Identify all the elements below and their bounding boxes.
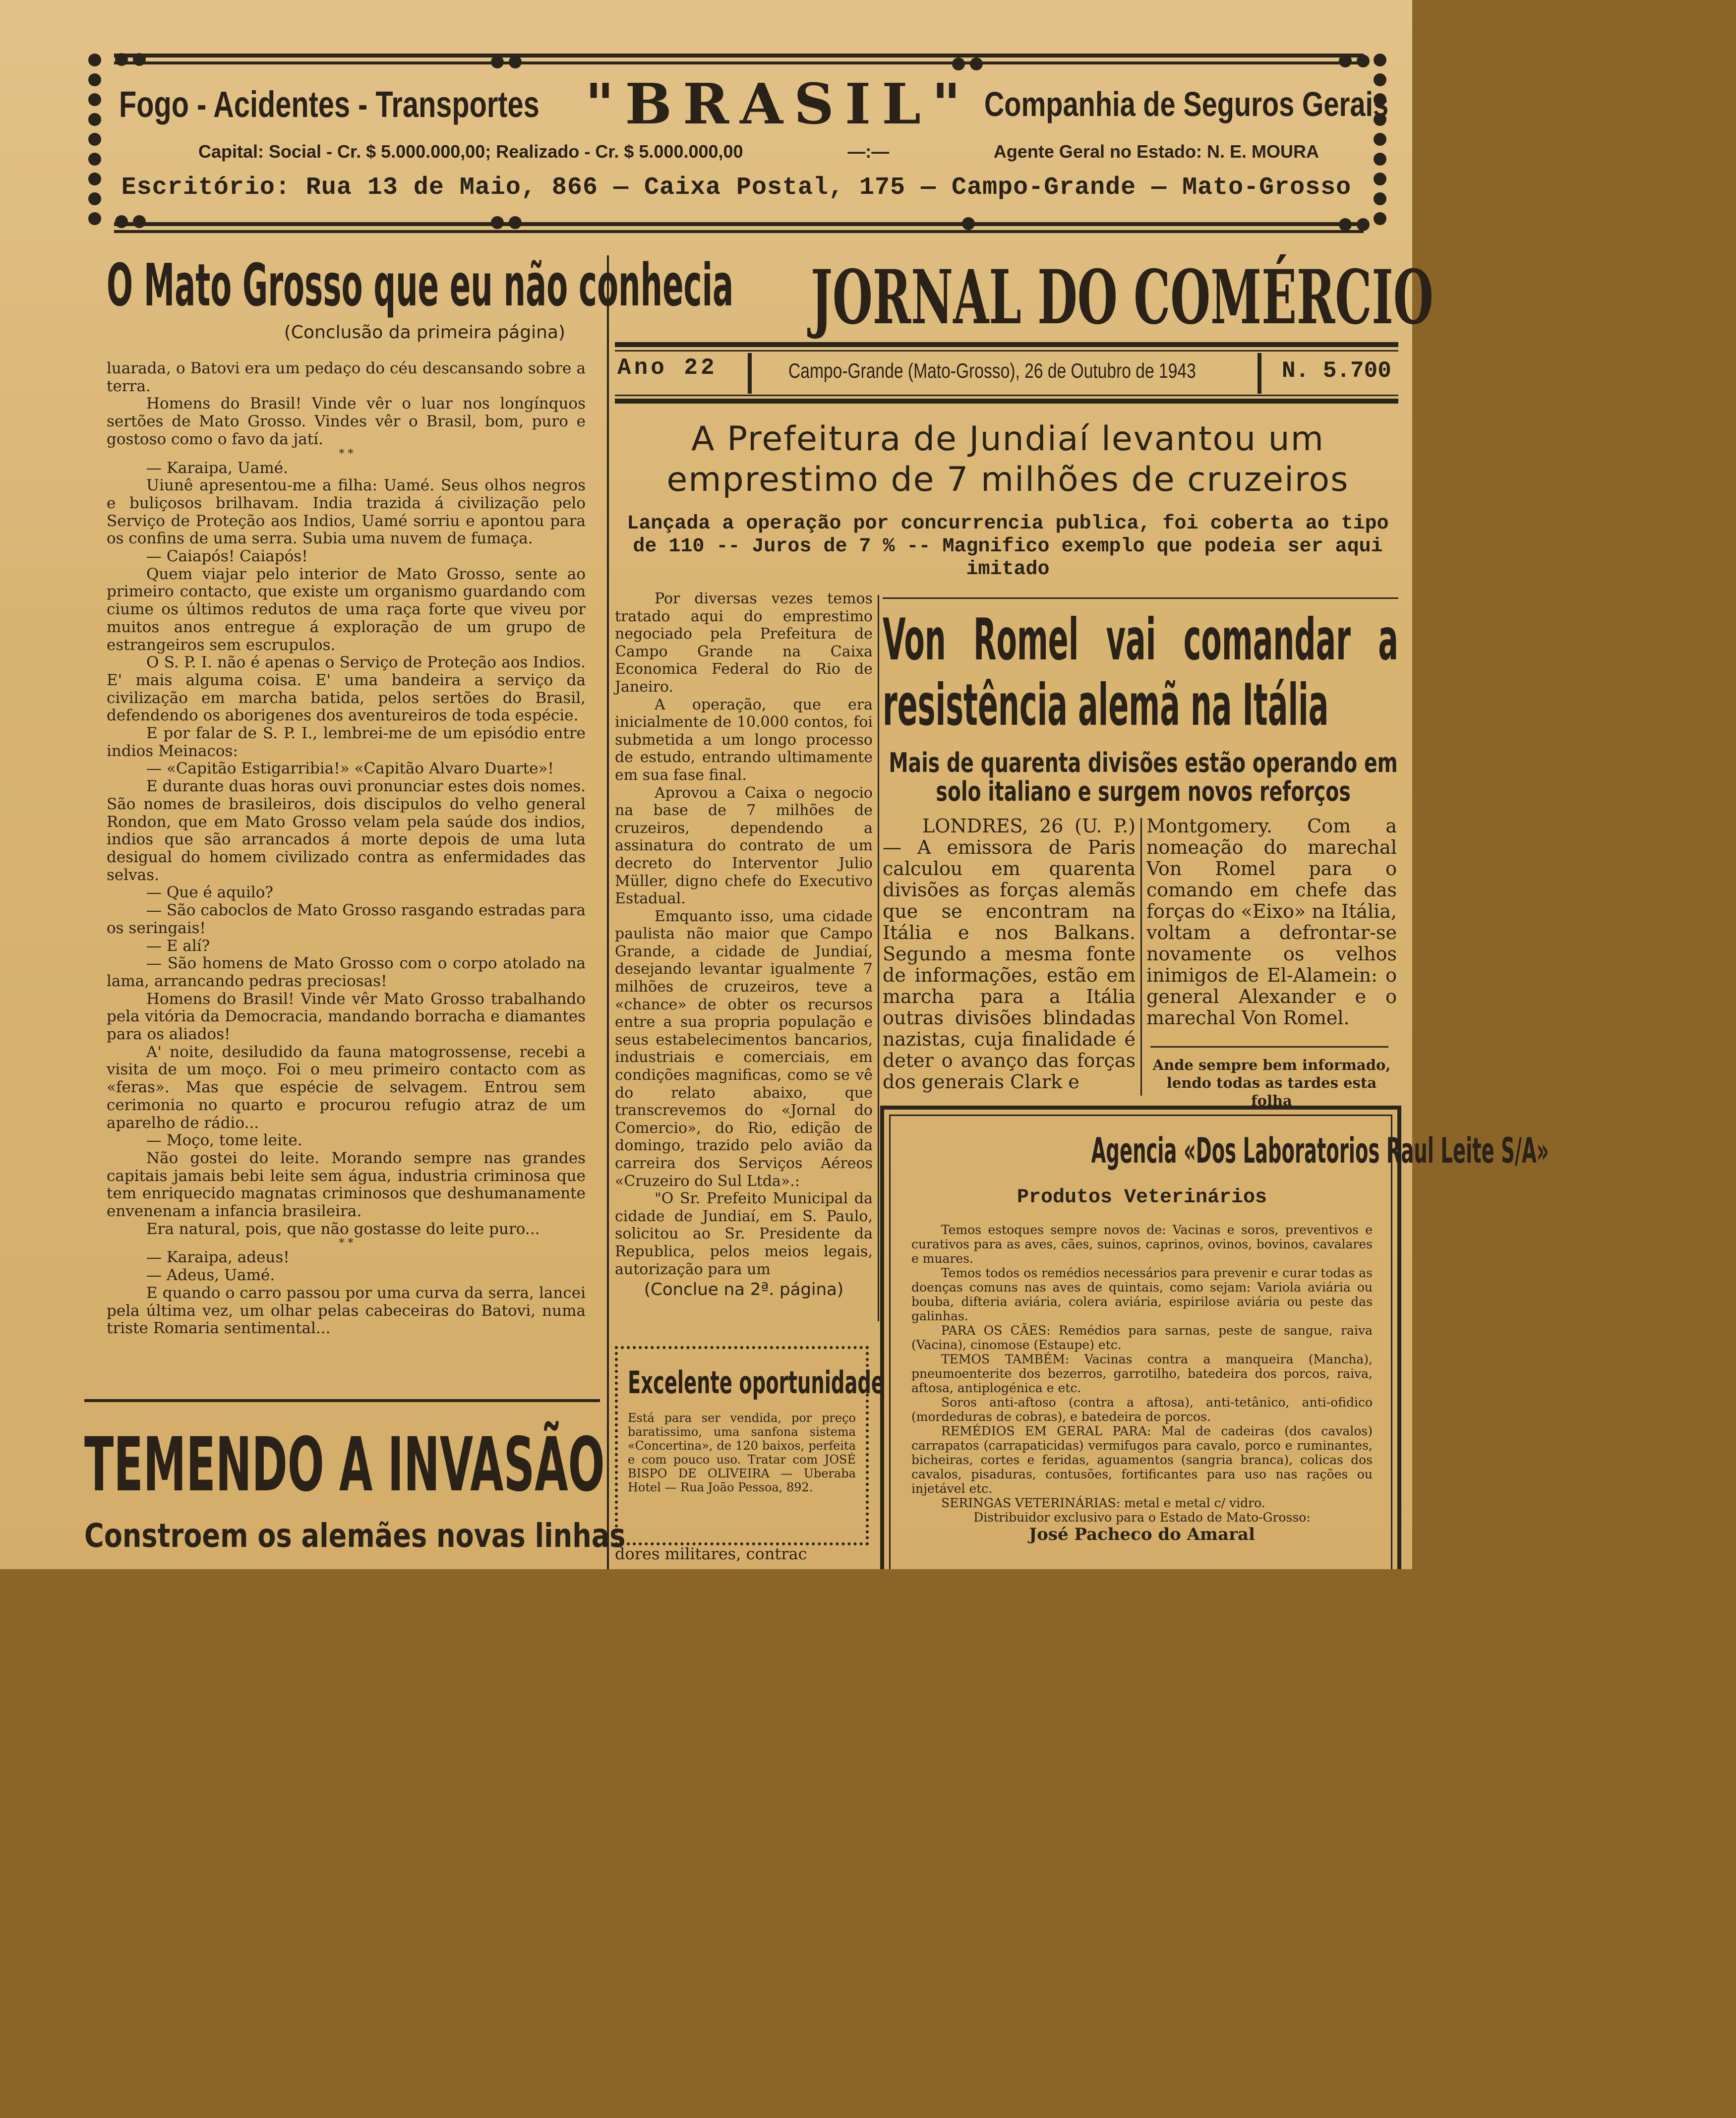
paragraph: Temos estoques sempre novos de: Vacinas e soros, preventivos e curativos para as aves, cães, suinos, caprinos, ovinos, bovinos, cavalares e muares. (911, 1223, 1373, 1266)
jundiai-subhead: Lançada a operação por concurrencia publica, foi coberta ao tipo de 110 -- Juros de 7 % -- Magnifico exemplo que podeia ser aqui imitado (627, 513, 1389, 581)
paragraph: Quem viajar pelo interior de Mato Grosso, sente ao primeiro contacto, que existe um organismo guardando com ciume os últimos redutos de uma raça forte que viveu por muitos anos entregue á exploração de um grupo de estrangeiros sem escrupulos. (107, 565, 586, 654)
paragraph: Distribuidor exclusivo para o Estado de Mato-Grosso: (973, 1510, 1311, 1525)
paragraph: — E alí? (146, 937, 210, 955)
raul-leite-title: Agencia «Dos Laboratorios Raul Leite S/A» (1091, 1130, 1549, 1171)
classified-ad-text: Está para ser vendida, por preço baratissimo, uma sanfona sistema «Concertina», de 120 baixos, perfeita e com pouco uso. Tratar com JOSÉ BISPO DE OLIVEIRA — Uberaba Hotel — Rua João Pessoa, 892. (628, 1411, 856, 1494)
paragraph: A' noite, desiludido da fauna matogrossense, recebi a visita de um moço. Foi o meu primeiro contacto com as «feras». Mas que espécie de selvagem. Entrou sem cerimonia no quarto e procurou refugio atraz de um aparelho de rádio... (107, 1043, 586, 1132)
paragraph: E por falar de S. P. I., lembrei-me de um episódio entre indios Meinacos: (107, 724, 586, 760)
paragraph: Homens do Brasil! Vinde vêr Mato Grosso trabalhando pela vitória da Democracia, mandando borracha e diamantes para os aliados! (107, 990, 586, 1044)
paragraph: A operação, que era inicialmente de 10.000 contos, foi submetida a um longo processo de estudo, entrando ultimamente em sua fase final. (615, 696, 873, 784)
paragraph: — Adeus, Uamé. (146, 1266, 275, 1285)
masthead-place-date: Campo-Grande (Mato-Grosso), 26 de Outubro de 1943 (788, 359, 1196, 382)
romel-headline-box (883, 607, 1403, 741)
invasion-subhead: Constroem os alemães novas linhas (84, 1517, 626, 1555)
paragraph: Homens do Brasil! Vinde vêr o luar nos longínquos sertões de Mato Grosso. Vindes vêr o Brasil, bom, puro e gostoso como o favo da jatí. (107, 395, 586, 448)
jundiai-continued: (Conclue na 2ª. página) (644, 1280, 844, 1300)
masthead-number: N. 5.700 (1282, 358, 1391, 384)
paragraph: O S. P. I. não é apenas o Serviço de Proteção aos Indios. E' mais alguma coisa. E' uma bandeira a serviço da civilização em marcha batida, pelos sertões do Brasil, defendendo os aborigenes dos aventureiros de toda espécie. (107, 653, 586, 725)
jundiai-headline: A Prefeitura de Jundiaí levantou um emprestimo de 7 milhões de cruzeiros (666, 419, 1349, 499)
paragraph: E durante duas horas ouvi pronunciar estes dois nomes. São nomes de brasileiros, dois discipulos do velho general Rondon, que em Mato Grosso velam pela saúde dos indios, indios que são arrancados á morte depois de uma luta desigual do homem civilizado contra as enfermidades das selvas. (107, 777, 586, 884)
romel-column-2 (1146, 816, 1397, 1029)
masthead-box (620, 254, 1434, 341)
paragraph: "O Sr. Prefeito Municipal da cidade de Jundiaí, em S. Paulo, solicitou ao Sr. Presidente da Republica, pelos meios legais, autorização para um (615, 1190, 873, 1278)
raul-leite-body (911, 1223, 1373, 1544)
masthead-year: Ano 22 (617, 355, 718, 381)
romel-headline: Von Romel vai comandar a resistência alemã na Itália (883, 606, 1398, 739)
paragraph: — São caboclos de Mato Grosso rasgando estradas para os seringais! (107, 901, 586, 937)
raul-leite-distributor: José Pacheco do Amaral (1029, 1525, 1255, 1544)
paragraph: Soros anti-aftoso (contra a aftosa), anti-tetânico, anti-ofidico (mordeduras de cobras), e batedeira de porcos. (911, 1395, 1373, 1424)
paragraph: PARA OS CÃES: Remédios para sarnas, peste de sangue, raiva (Vacina), cinomose (Estaupe) etc. (911, 1323, 1373, 1352)
paragraph: Por diversas vezes temos tratado aqui do emprestimo negociado pela Prefeitura de Campo Grande na Caixa Economica Federal do Rio de Janeiro. (615, 590, 873, 696)
rule (84, 1399, 600, 1402)
jundiai-fragment: dores militares, contrac (615, 1544, 807, 1563)
paragraph: Temos todos os remédios necessários para prevenir e curar todas as doenças comuns nas aves de quintais, como sejam: Variola aviária ou bouba, difteria aviária, colera aviária, espirilose aviária ou peste das galinhas. (911, 1266, 1373, 1323)
ad-capital: Capital: Social - Cr. $ 5.000.000,00; Realizado - Cr. $ 5.000.000,00 (198, 141, 743, 162)
paragraph: — Que é aquilo? (146, 883, 274, 902)
paragraph: — Karaipa, adeus! (146, 1248, 290, 1267)
paragraph: TEMOS TAMBÉM: Vacinas contra a manqueira (Mancha), pneumoenterite dos bezerros, garrotilho, batedeira dos porcos, raiva, aftosa, antiplogénica e etc. (911, 1352, 1373, 1395)
raul-leite-subtitle: Produtos Veterinários (1017, 1186, 1267, 1209)
left-headline: O Mato Grosso que eu não conhecia (107, 251, 734, 319)
classified-ad-title: Excelente oportunidade (628, 1364, 884, 1401)
ad-lines-of-insurance: Fogo - Acidentes - Transportes (119, 83, 539, 125)
paragraph: — Caiapós! Caiapós! (146, 547, 308, 566)
romel-subhead-box (883, 749, 1403, 808)
paragraph: — Karaipa, Uamé. (146, 459, 288, 477)
romel-footer-note: Ande sempre bem informado, lendo todas as tardes esta folha (1152, 1057, 1391, 1109)
left-headline-box (107, 250, 734, 322)
paragraph: Não gostei do leite. Morando sempre nas grandes capitais jamais bebi leite sem água, industria criminosa que tem enriquecido magnatas criminosos que deshumanamente envenenam a infancia brasileira. (107, 1149, 586, 1221)
ad-agent: Agente Geral no Estado: N. E. MOURA (993, 141, 1319, 162)
romel-column-1 (883, 816, 1136, 1093)
classified-ad-box (615, 1346, 884, 1545)
invasion-headline: TEMENDO A INVASÃO (84, 1422, 605, 1508)
paragraph: luarada, o Batovi era um pedaço do céu descansando sobre a terra. (107, 359, 586, 395)
raul-leite-ad-box (880, 1106, 1549, 1581)
invasion-headline-box (84, 1422, 605, 1512)
ad-separator: —:— (847, 141, 890, 162)
paragraph: Aprovou a Caixa o negocio na base de 7 milhões de cruzeiros, dependendo a assinatura do contrato de um decreto do Interventor Julio Müller, digno chefe do Executivo Estadual. (615, 784, 873, 908)
paragraph: — Moço, tome leite. (146, 1131, 302, 1150)
paragraph: — São homens de Mato Grosso com o corpo atolado na lama, arrancando pedras preciosas! (107, 954, 586, 990)
romel-subhead: Mais de quarenta divisões estão operando em solo italiano e surgem novos reforços (889, 747, 1398, 807)
ad-brand-name: "BRASIL" (585, 71, 972, 137)
paragraph: Montgomery. Com a nomeação do marechal Von Romel para o comando em chefe das forças do «Eixo» na Itália, voltam a defrontar-se novamente os velhos inimigos de El-Alamein: o general Alexander e o marechal Von Romel. (1146, 815, 1397, 1029)
masthead-title: JORNAL DO COMÉRCIO (810, 254, 1434, 341)
scan-background (0, 1569, 1412, 2118)
jundiai-body (615, 590, 873, 1299)
left-article-body (107, 360, 586, 1338)
invasion-subhead-box (84, 1517, 626, 1557)
separator-stars: * * (339, 1237, 354, 1250)
paragraph: — «Capitão Estigarribia!» «Capitão Alvaro Duarte»! (146, 760, 554, 778)
ad-company-name: Companhia de Seguros Gerais (984, 85, 1388, 123)
ad-office-address: Escritório: Rua 13 de Maio, 866 — Caixa Postal, 175 — Campo-Grande — Mato-Grosso (121, 174, 1352, 202)
paragraph: Uiunê apresentou-me a filha: Uamé. Seus olhos negros e buliçosos brilhavam. India trazida á civilização pelo Serviço de Proteção aos Indios, Uamé sorriu e apontou para os confins de uma serra. Subia uma nuvem de fumaça. (107, 476, 586, 548)
paragraph: REMÉDIOS EM GERAL PARA: Mal de cadeiras (dos cavalos) carrapatos (carrapaticidas) vermifugos para cavalo, porco e ruminantes, bicheiras, cortes e feridas, aguamentos (sangria branca), colicas dos cavalos, pisaduras, contusões, fortificantes para uso nas rações ou injetável etc. (911, 1424, 1373, 1496)
paragraph: LONDRES, 26 (U. P.) — A emissora de Paris calculou em quarenta divisões as forças alemãs que se encontram na Itália e nos Balkans. Segundo a mesma fonte de informações, estão em marcha para a Itália outras divisões blindadas nazistas, cuja finalidade é deter o avanço das forças dos generais Clark e (883, 815, 1136, 1093)
left-subtitle: (Conclusão da primeira página) (284, 322, 565, 343)
paragraph: Emquanto isso, uma cidade paulista não maior que Campo Grande, a cidade de Jundiaí, desejando levantar igualmente 7 milhões de cruzeiros, teve a «chance» de obter os recursos entre a sua propria população e seus estabelecimentos bancarios, industriais e comerciais, em condições magnificas, como se vê do relato abaixo, que transcrevemos do «Jornal do Comercio», do Rio, edição de domingo, trazido pelo avião da carreira dos Serviços Aéreos «Cruzeiro do Sul Ltda».: (615, 907, 873, 1190)
separator-stars: * * (339, 447, 354, 460)
paragraph: E quando o carro passou por uma curva da serra, lancei pela última vez, um olhar pelas cabeceiras do Batovi, numa triste Romaria sentimental... (107, 1284, 586, 1338)
paragraph: SERINGAS VETERINÁRIAS: metal e metal c/ vidro. (941, 1496, 1265, 1510)
paragraph: Era natural, pois, que não gostasse do leite puro... (146, 1220, 540, 1238)
column-rule (607, 255, 609, 1569)
